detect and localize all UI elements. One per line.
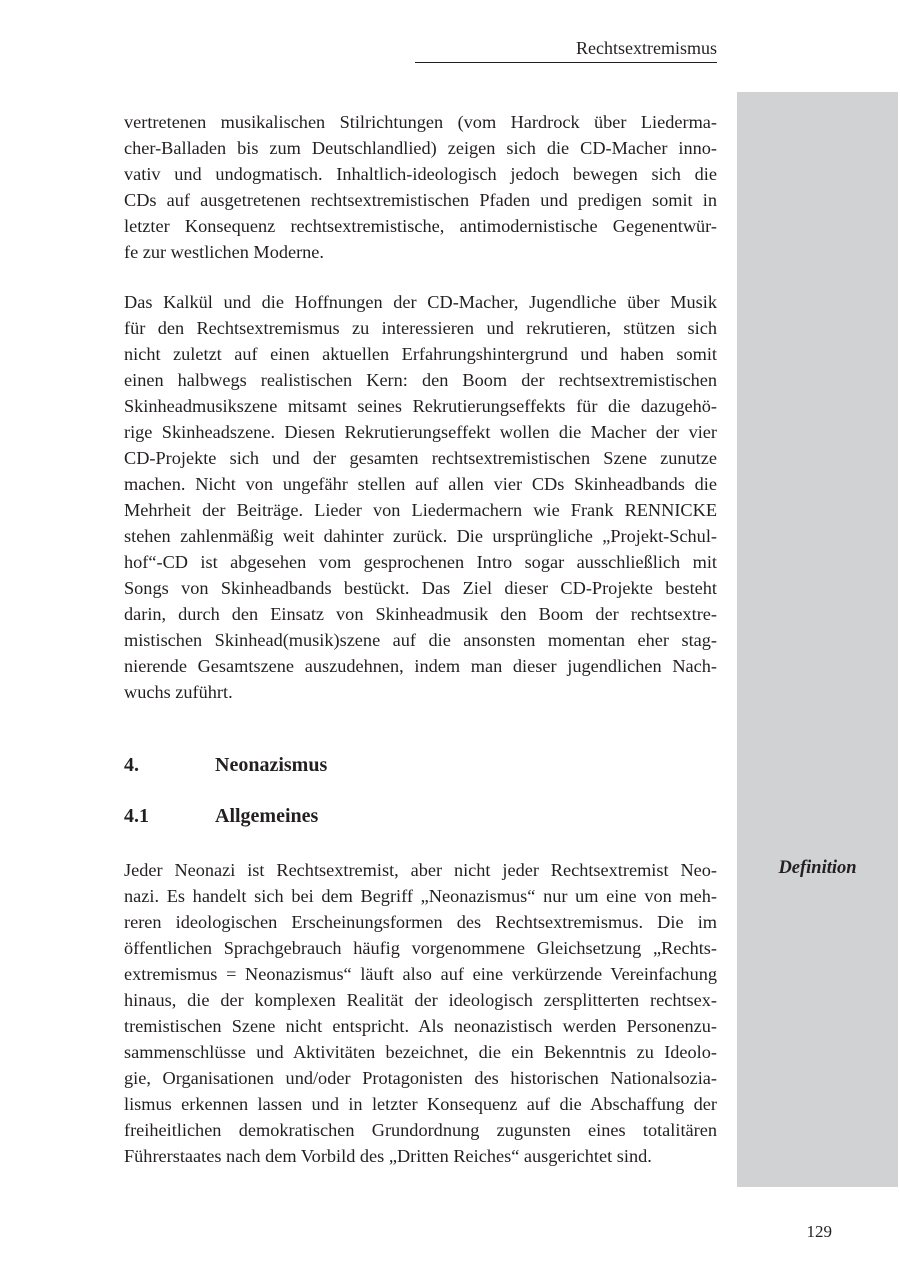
- text-line: Jeder Neonazi ist Rechtsextremist, aber nicht jeder Rechtsextremist Neo-: [124, 860, 717, 880]
- margin-sidebar: [737, 92, 898, 1187]
- running-header: Rechtsextremismus: [576, 38, 717, 58]
- page-number: 129: [806, 1222, 832, 1241]
- text-line: nicht zuletzt auf einen aktuellen Erfahrungshintergrund und haben somit: [124, 344, 717, 364]
- text-line: Führerstaates nach dem Vorbild des „Dritten Reiches“ ausgerichtet sind.: [124, 1146, 652, 1166]
- text-line: letzter Konsequenz rechtsextremistische, antimodernistische Gegenentwür-: [124, 216, 717, 236]
- text-line: für den Rechtsextremismus zu interessieren und rekrutieren, stützen sich: [124, 318, 717, 338]
- text-line: darin, durch den Einsatz von Skinheadmusik den Boom der rechtsextre-: [124, 604, 717, 624]
- text-line: fe zur westlichen Moderne.: [124, 242, 324, 262]
- text-line: Songs von Skinheadbands bestückt. Das Ziel dieser CD-Projekte besteht: [124, 578, 717, 598]
- text-line: gie, Organisationen und/oder Protagonisten des historischen Nationalsozia-: [124, 1068, 717, 1088]
- text-line: stehen zahlenmäßig weit dahinter zurück. Die ursprüngliche „Projekt-Schul-: [124, 526, 717, 546]
- text-line: öffentlichen Sprachgebrauch häufig vorgenommene Gleichsetzung „Rechts-: [124, 938, 717, 958]
- text-line: nazi. Es handelt sich bei dem Begriff „Neonazismus“ nur um eine von meh-: [124, 886, 717, 906]
- section-number: 4.1: [124, 805, 149, 827]
- text-line: CDs auf ausgetretenen rechtsextremistischen Pfaden und predigen somit in: [124, 190, 717, 210]
- paragraph-2: [124, 289, 717, 705]
- text-line: rige Skinheadszene. Diesen Rekrutierungseffekt wollen die Macher der vier: [124, 422, 717, 442]
- paragraph-3: [124, 857, 717, 1169]
- text-line: freiheitlichen demokratischen Grundordnung zugunsten eines totalitären: [124, 1120, 717, 1140]
- text-line: CD-Projekte sich und der gesamten rechtsextremistischen Szene zunutze: [124, 448, 717, 468]
- section-heading-4-1: [124, 805, 318, 828]
- text-line: einen halbwegs realistischen Kern: den Boom der rechtsextremistischen: [124, 370, 717, 390]
- paragraph-1: [124, 109, 717, 265]
- section-title: Neonazismus: [215, 754, 328, 776]
- text-line: sammenschlüsse und Aktivitäten bezeichnet, die ein Bekenntnis zu Ideolo-: [124, 1042, 717, 1062]
- text-line: lismus erkennen lassen und in letzter Konsequenz auf die Abschaffung der: [124, 1094, 717, 1114]
- text-line: nierende Gesamtszene auszudehnen, indem man dieser jugendlichen Nach-: [124, 656, 717, 676]
- text-line: wuchs zuführt.: [124, 682, 233, 702]
- text-line: extremismus = Neonazismus“ läuft also auf eine verkürzende Vereinfachung: [124, 964, 717, 984]
- text-line: cher-Balladen bis zum Deutschlandlied) zeigen sich die CD-Macher inno-: [124, 138, 717, 158]
- text-line: tremistischen Szene nicht entspricht. Als neonazistisch werden Personenzu-: [124, 1016, 717, 1036]
- section-title: Allgemeines: [215, 805, 319, 827]
- text-line: reren ideologischen Erscheinungsformen des Rechtsextremismus. Die im: [124, 912, 717, 932]
- text-line: vativ und undogmatisch. Inhaltlich-ideologisch jedoch bewegen sich die: [124, 164, 717, 184]
- margin-note-definition: Definition: [778, 858, 857, 878]
- text-line: Mehrheit der Beiträge. Lieder von Liedermachern wie Frank RENNICKE: [124, 500, 717, 520]
- text-line: hinaus, die der komplexen Realität der ideologisch zersplitterten rechtsex-: [124, 990, 717, 1010]
- text-line: Skinheadmusikszene mitsamt seines Rekrutierungseffekts für die dazugehö-: [124, 396, 717, 416]
- text-line: mistischen Skinhead(musik)szene auf die ansonsten momentan eher stag-: [124, 630, 717, 650]
- text-line: machen. Nicht von ungefähr stellen auf allen vier CDs Skinheadbands die: [124, 474, 717, 494]
- text-line: hof“-CD ist abgesehen vom gesprochenen Intro sogar ausschließlich mit: [124, 552, 717, 572]
- header-rule: [415, 62, 717, 63]
- section-heading-4: [124, 754, 327, 777]
- text-line: vertretenen musikalischen Stilrichtungen (vom Hardrock über Liederma-: [124, 112, 717, 132]
- text-line: Das Kalkül und die Hoffnungen der CD-Macher, Jugendliche über Musik: [124, 292, 717, 312]
- section-number: 4.: [124, 754, 139, 776]
